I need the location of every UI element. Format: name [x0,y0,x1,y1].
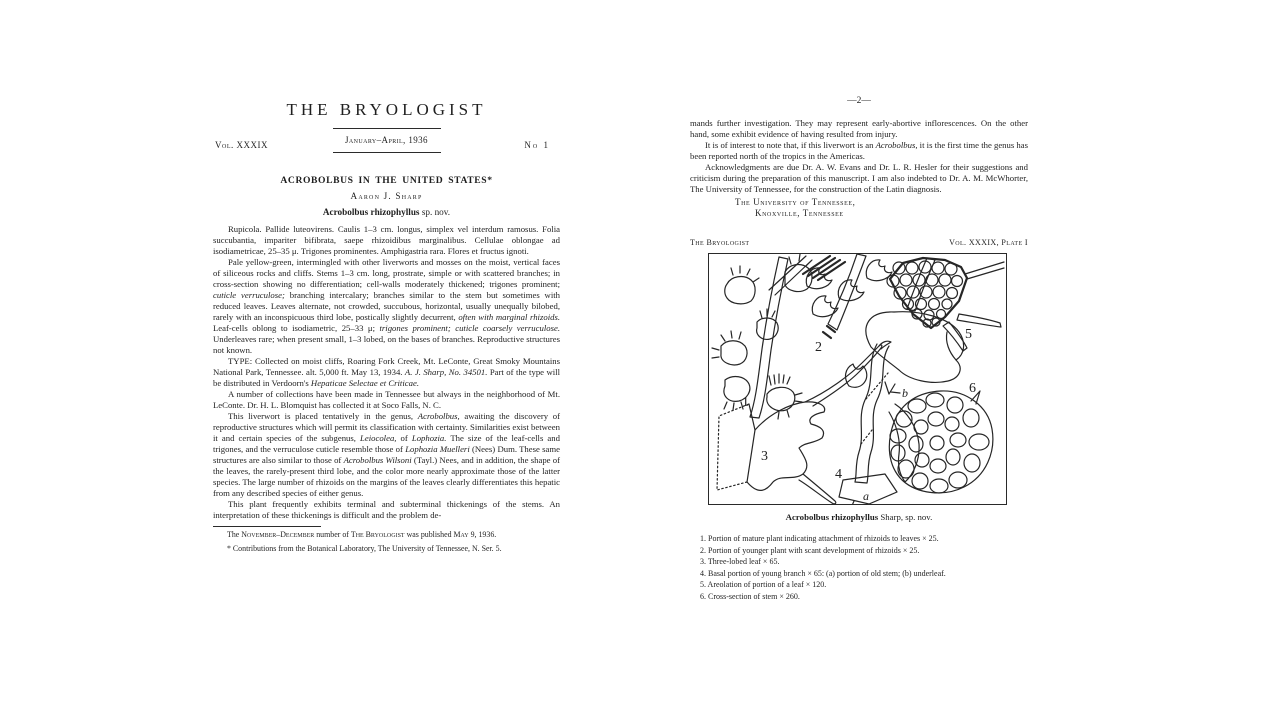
paragraph-type: TYPE: Collected on moist cliffs, Roaring Fork Creek, Mt. LeConte, Great Smoky Mountains National Park, Tennessee. alt. 5,000 ft. May 13, 1934. A. J. Sharp, No. 34501. Part of the type will be distributed in Verdoorn's Hepaticae Selectae et Criticae. [213,356,560,388]
plate-header-volume: Vol. XXXIX, Plate I [949,238,1028,247]
paragraph-collections: A number of collections have been made in Tennessee but always in the neighborhood of Mt. LeConte. Dr. H. L. Blomquist has collected it at Soco Falls, N. C. [213,389,560,410]
plate-figure-box [708,253,1007,505]
paragraph-continuation: mands further investigation. They may represent early-abortive inflorescences. On the other hand, some exhibit evidence of having resulted from injury. [690,118,1028,139]
signature-city: Knoxville, Tennessee [755,208,844,218]
masthead-date: January–April, 1936 [333,128,441,153]
right-body-text [690,118,1028,195]
species-heading: Acrobolbus rhizophyllus sp. nov. [322,207,451,217]
paragraph-thickenings: This plant frequently exhibits terminal and subterminal thickenings of the stems. An interpretation of these thickenings is difficult and the problem de- [213,499,560,520]
page-left [213,100,560,554]
figure-5-leaf-areolation [887,258,1004,351]
plate-header-journal: The Bryologist [690,238,750,247]
signature-institution: The University of Tennessee, [735,197,856,207]
paragraph-description: Pale yellow-green, intermingled with other liverworts and mosses on the moist, vertical faces of siliceous rocks and cliffs. Stems 1–3 cm. long, prostrate, simple or with scattered branches; in cross-section showing no differentiation; cell-walls moderately thickened; trigones prominent; cuticle verruculose; branching intercalary; branches similar to the stem but sometimes with reduced leaves. Leaves alternate, not crowded, succubous, horizontal, usually unequally bilobed, rarely with an inconspicuous third lobe, postically slightly decurrent, often with marginal rhizoids. Leaf-cells oblong to isodiametric, 25–33 μ; trigones prominent; cuticle coarsely verruculose. Underleaves rare; when present small, 1–3 lobed, on the bases of branches. Reproductive structures not known. [213,257,560,355]
plate-illustration [709,254,1006,504]
left-body-text [213,224,560,521]
article-author: Aaron J. Sharp [350,191,423,201]
legend-item: 1. Portion of mature plant indicating attachment of rhizoids to leaves × 25. [700,534,939,543]
paragraph-acknowledgments: Acknowledgments are due Dr. A. W. Evans and Dr. L. R. Hesler for their suggestions and criticism during the preparation of this manuscript. I am also indebted to Dr. A. M. McWhorter, The University of Tennessee, for the construction of the Latin diagnosis. [690,162,1028,194]
figure-number-4: 4 [835,467,842,482]
legend-item: 4. Basal portion of young branch × 65: (a) portion of old stem; (b) underleaf. [700,568,946,578]
legend-item: 5. Areolation of portion of a leaf × 120. [700,580,827,590]
legend-item: 6. Cross-section of stem × 260. [700,591,800,601]
article-title: ACROBOLBUS IN THE UNITED STATES* [280,175,493,186]
paragraph-interest: It is of interest to note that, if this liverwort is an Acrobolbus, it is the first time the genus has been reported north of the tropics in the Americas. [690,140,1029,161]
footnote-rule [213,526,321,527]
figure-letter-a: a [863,489,869,503]
footnote-contribution: * Contributions from the Botanical Laboratory, The University of Tennessee, N. Ser. 5. [227,543,502,553]
page-right [690,96,1028,603]
page-number: —2— [847,96,871,106]
figure-letter-b: b [902,386,908,400]
paragraph-latin-diagnosis: Rupicola. Pallide luteovirens. Caulis 1–3 cm. longus, simplex vel interdum ramosus. Folia succubantia, impariter bifibrata, saepe rhizoidibus marginalibus. Cellulae oblongae ad isodiametricae, 25–35 μ. Trigones prominentes. Amphigastria rara. Flores et fructus ignoti. [213,224,560,256]
figure-number-3: 3 [761,449,768,464]
figure-number-5: 5 [965,327,972,342]
footnote-publication: The November–December number of The Bryologist was published May 9, 1936. [227,530,497,539]
legend-item: 3. Three-lobed leaf × 65. [700,557,780,567]
masthead-number: No 1 [524,140,550,150]
paragraph-discussion: This liverwort is placed tentatively in the genus, Acrobolbus, awaiting the discovery of reproductive structures which will permit its classification with certainty. Similarities exist between it and certain species of the subgenus, Leiocolea, of Lophozia. The size of the leaf-cells and trigones, and the verruculose cuticle resemble those of Lophozia Muelleri (Nees) Dum. These same structures are also similar to those of Acrobolbus Wilsoni (Tayl.) Nees, and in addition, the shape of the leaves, the rarely-present third lobe, and the color more nearly approximate those of the latter species. The large number of rhizoids on the margins of the leaves clearly differentiates this hepatic from any described species of either genus. [213,411,561,498]
figure-3-three-lobed-leaf [717,341,891,504]
plate-caption: Acrobolbus rhizophyllus Sharp, sp. nov. [785,512,933,522]
legend-item: 2. Portion of younger plant with scant development of rhizoids × 25. [700,545,920,555]
journal-title: THE BRYOLOGIST [286,100,487,119]
figure-2-younger-plant [806,254,892,355]
masthead-volume: Vol. XXXIX [215,140,268,150]
plate-header [690,238,1028,247]
masthead [213,128,560,160]
plate-legend [690,533,1028,603]
figure-number-6: 6 [969,381,976,396]
figure-number-2: 2 [815,340,822,355]
figure-number-1: 1 [742,395,749,410]
